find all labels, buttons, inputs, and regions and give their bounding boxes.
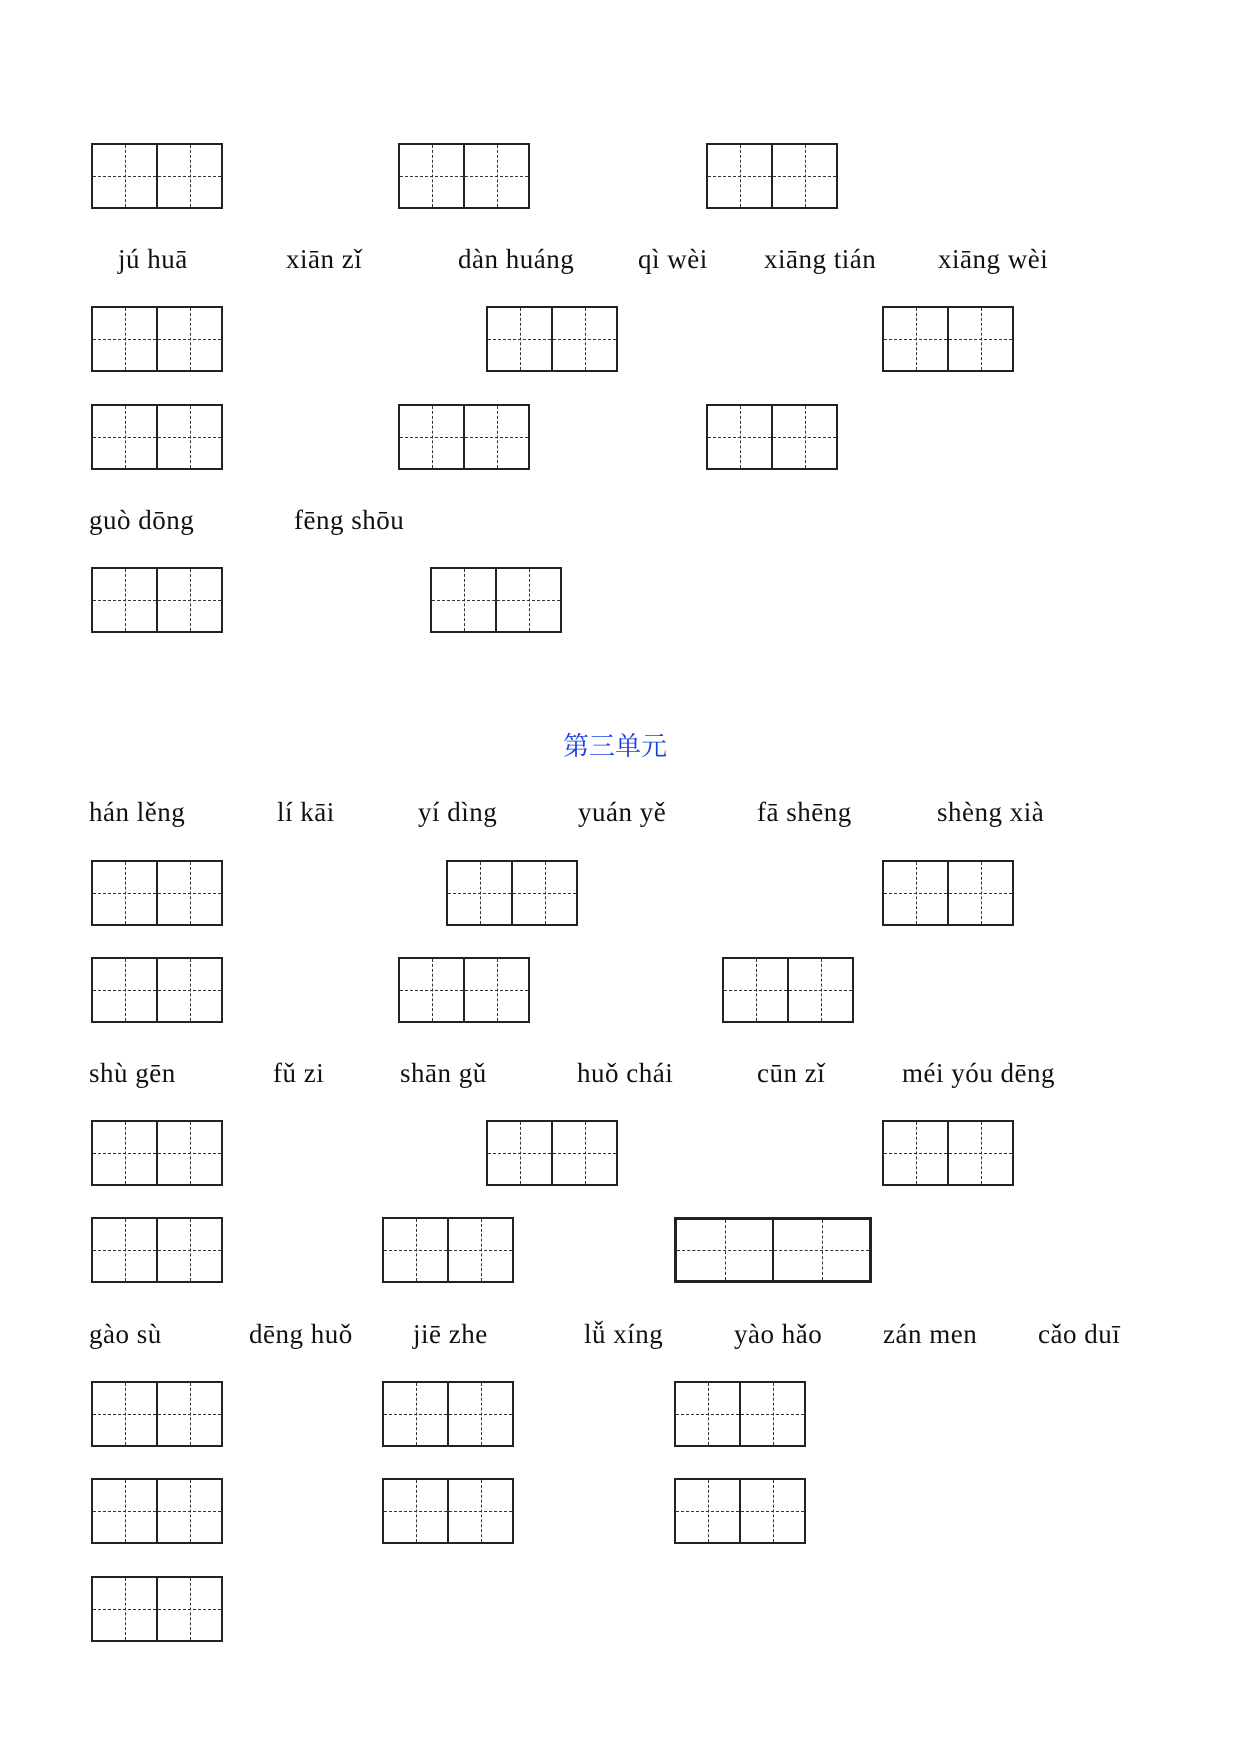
writing-box[interactable]: [722, 957, 854, 1023]
pinyin-word: fā shēng: [757, 797, 852, 827]
writing-box[interactable]: [91, 1576, 223, 1642]
pinyin-word: zán men: [883, 1319, 978, 1349]
writing-box[interactable]: [382, 1381, 514, 1447]
pinyin-word: xiāng wèi: [938, 244, 1049, 274]
writing-box[interactable]: [91, 306, 223, 372]
writing-box[interactable]: [706, 143, 838, 209]
pinyin-word: xiān zǐ: [286, 244, 363, 274]
writing-box[interactable]: [91, 860, 223, 926]
writing-box[interactable]: [430, 567, 562, 633]
pinyin-word: yí dìng: [418, 797, 498, 827]
pinyin-word: cǎo duī: [1038, 1319, 1121, 1349]
pinyin-word: cūn zǐ: [757, 1058, 826, 1088]
pinyin-word: méi yóu dēng: [902, 1058, 1055, 1088]
pinyin-word: huǒ chái: [577, 1058, 674, 1088]
writing-box[interactable]: [91, 957, 223, 1023]
pinyin-word: lí kāi: [277, 797, 335, 827]
writing-box[interactable]: [674, 1381, 806, 1447]
pinyin-word: shù gēn: [89, 1058, 176, 1088]
pinyin-word: jú huā: [118, 244, 188, 274]
writing-box[interactable]: [706, 404, 838, 470]
writing-box[interactable]: [382, 1478, 514, 1544]
writing-box[interactable]: [398, 143, 530, 209]
writing-box[interactable]: [674, 1478, 806, 1544]
writing-box[interactable]: [91, 404, 223, 470]
writing-box[interactable]: [398, 404, 530, 470]
pinyin-word: yào hǎo: [734, 1319, 823, 1349]
pinyin-word: shān gǔ: [400, 1058, 487, 1088]
pinyin-word: hán lěng: [89, 797, 186, 827]
pinyin-word: xiāng tián: [764, 244, 877, 274]
pinyin-word: guò dōng: [89, 505, 195, 535]
writing-box[interactable]: [91, 1381, 223, 1447]
pinyin-word: lǚ xíng: [584, 1319, 664, 1349]
writing-box[interactable]: [486, 306, 618, 372]
writing-box[interactable]: [446, 860, 578, 926]
writing-box[interactable]: [882, 860, 1014, 926]
writing-box[interactable]: [398, 957, 530, 1023]
pinyin-word: yuán yě: [578, 797, 667, 827]
pinyin-word: dēng huǒ: [249, 1319, 353, 1349]
writing-box[interactable]: [486, 1120, 618, 1186]
writing-box[interactable]: [91, 143, 223, 209]
pinyin-word: gào sù: [89, 1319, 162, 1349]
pinyin-word: qì wèi: [638, 244, 708, 274]
writing-box[interactable]: [674, 1217, 872, 1283]
pinyin-word: fēng shōu: [294, 505, 405, 535]
writing-box[interactable]: [91, 1120, 223, 1186]
pinyin-word: dàn huáng: [458, 244, 575, 274]
writing-box[interactable]: [382, 1217, 514, 1283]
writing-box[interactable]: [882, 1120, 1014, 1186]
pinyin-word: jiē zhe: [413, 1319, 488, 1349]
writing-box[interactable]: [91, 1478, 223, 1544]
writing-box[interactable]: [882, 306, 1014, 372]
pinyin-word: shèng xià: [937, 797, 1045, 827]
writing-box[interactable]: [91, 1217, 223, 1283]
unit-title: 第三单元: [563, 732, 668, 762]
writing-box[interactable]: [91, 567, 223, 633]
pinyin-word: fǔ zi: [273, 1058, 325, 1088]
